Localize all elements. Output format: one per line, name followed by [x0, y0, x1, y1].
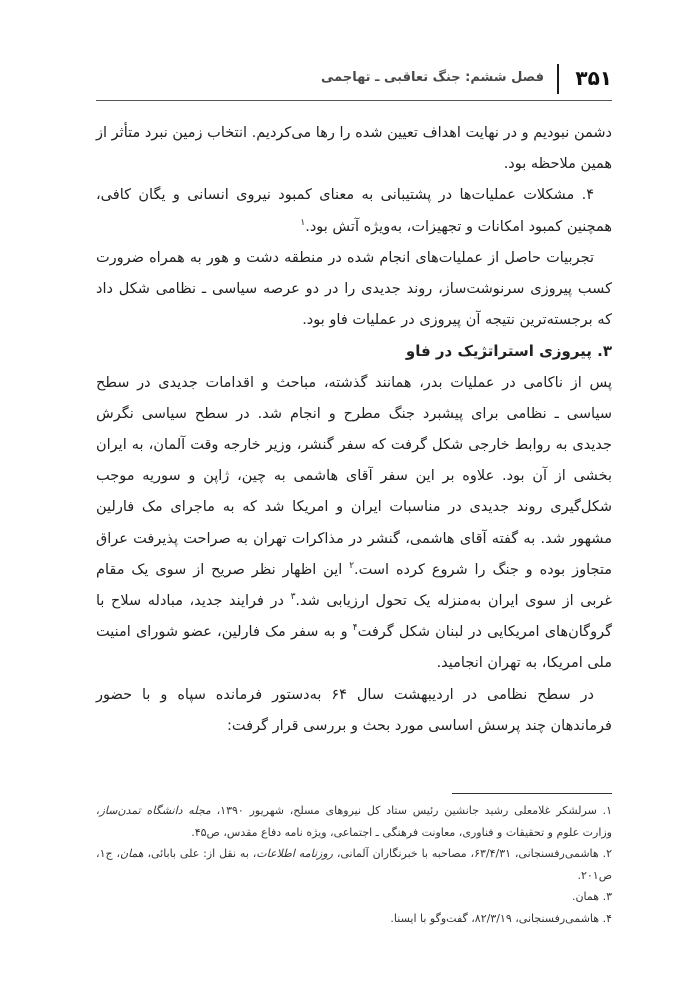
paragraph-4-part-a: پس از ناکامی در عملیات بدر، همانند گذشته، مباحث و اقدامات جدیدی در سطح سیاسی ـ نظامی برای پیشبرد جنگ مطرح و انجام شد. در سطح سیاسی نگرش جدیدی به روابط خارجی شکل گرفت که سفر گنشر، وزیر خارجه وقت آلمان، به ایران بخشی از آن بود. علاوه بر این سفر آقای هاشمی به چین، ژاپن و سوریه موجب شکل‌گیری روند جدیدی در مناسبات ایران و امریکا شد که به ماجرای مک فارلین مشهور شد. به گفته آقای هاشمی، گنشر در مذاکرات تهران به صراحت پذیرفت عراق متجاوز بوده و جنگ را شروع کرده است. — [96, 374, 612, 578]
footnote-1-part-a: ۱. سرلشکر غلامعلی رشید جانشین رئیس ستاد کل نیروهای مسلح، شهریور ۱۳۹۰، — [210, 804, 612, 817]
footnote-1-part-b: ، وزارت علوم و تحقیقات و فناوری، معاونت فرهنگی ـ اجتماعی، ویژه نامه دفاع مقدس، ص۴۵. — [96, 804, 612, 839]
footnote-2-part-b: ، به نقل از: علی بابائی، — [143, 847, 257, 860]
footnote-1 — [96, 800, 612, 843]
paragraph-4 — [96, 368, 612, 680]
paragraph-2-text: ۴. مشکلات عملیات‌ها در پشتیبانی به معنای کمبود نیروی انسانی و یگان کافی، همچنین کمبود امکانات و تجهیزات، به‌ویژه آتش بود. — [96, 187, 612, 235]
footnotes — [96, 800, 612, 929]
paragraph-1: دشمن نبودیم و در نهایت اهداف تعیین شده را رها می‌کردیم. انتخاب زمین نبرد متأثر از همین ملاحظه بود. — [96, 125, 612, 173]
footnote-ref-2[interactable]: ۲ — [349, 561, 355, 572]
paragraph-2 — [96, 180, 612, 242]
paragraph-4-part-b: این اظهار نظر صریح از سوی یک مقام غربی از سوی ایران به‌منزله یک تحول ارزیابی شد. — [96, 561, 612, 610]
paragraph-5: در سطح نظامی در اردیبهشت سال ۶۴ به‌دستور فرمانده سپاه و با حضور فرماندهان چند پرسش اساسی مورد بحث و بررسی قرار گرفت: — [96, 686, 612, 734]
paragraph-3: تجربیات حاصل از عملیات‌های انجام شده در منطقه دشت و هور به همراه ضرورت کسب پیروزی سرنوشت‌ساز، روند جدیدی را در دو عرصه سیاسی ـ نظامی شکل داد که برجسته‌ترین نتیجه آن پیروزی در عملیات فاو بود. — [96, 249, 612, 329]
footnote-2-part-a: ۲. هاشمی‌رفسنجانی، ۶۳/۴/۳۱، مصاحبه با خبرنگاران آلمانی، — [332, 847, 612, 860]
header-separator — [557, 64, 559, 94]
footnote-2-part-c: ، ج۱، ص۲۰۱. — [96, 847, 612, 882]
footnote-3: ۳. همان. — [571, 890, 612, 903]
footnote-1-journal-a: مجله دانشگاه — [146, 804, 211, 817]
footnote-ref-4[interactable]: ۴ — [352, 623, 358, 634]
footnote-4: ۴. هاشمی‌رفسنجانی، ۸۲/۳/۱۹، گفت‌وگو با ایسنا. — [390, 911, 612, 925]
chapter-title: فصل ششم: جنگ تعاقبی ـ تهاجمی — [320, 70, 544, 85]
section-heading: ۳. پیروزی استراتژیک در فاو — [405, 342, 612, 361]
footnote-rule — [452, 793, 612, 794]
header-rule — [96, 100, 612, 101]
footnote-2-source: روزنامه اطلاعات — [256, 847, 333, 860]
main-text — [96, 118, 612, 742]
footnote-1-journal-b: تمدن‌ساز — [99, 804, 141, 817]
paragraph-4-part-c: در فرایند جدید، مبادله سلاح با گروگان‌های امریکایی در لبنان شکل گرفت — [96, 593, 612, 641]
footnote-2 — [96, 843, 612, 886]
footnote-2-ref: همان — [120, 847, 144, 860]
paragraph-4-part-d: و به سفر مک فارلین، عضو شورای امنیت ملی امریکا، به تهران انجامید. — [96, 624, 612, 672]
page-header — [96, 64, 612, 100]
page-number: ۳۵۱ — [575, 66, 612, 90]
footnote-ref-3[interactable]: ۳ — [290, 592, 296, 603]
footnote-ref-1[interactable]: ۱ — [300, 217, 306, 228]
